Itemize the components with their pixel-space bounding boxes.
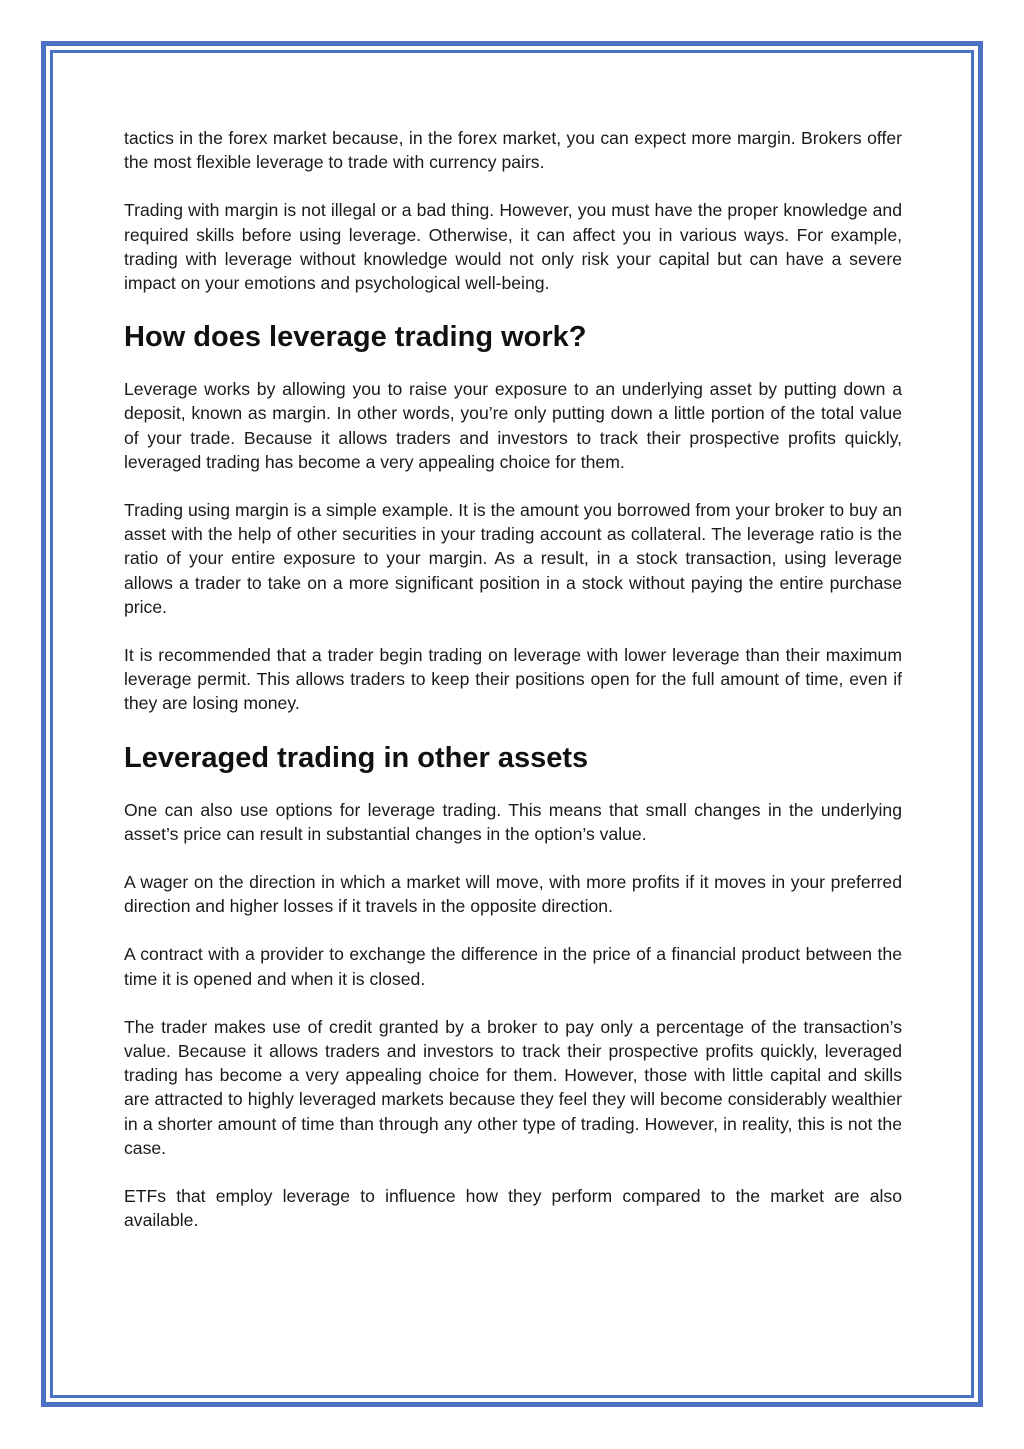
- paragraph: Leverage works by allowing you to raise your exposure to an underlying asset by putting down a deposit, known as margin. In other words, you’re only putting down a little portion of the total value of your trade. Because it allows traders and investors to track their prospective profits quickly, leveraged trading has become a very appealing choice for them.: [124, 379, 902, 472]
- section-heading: Leveraged trading in other assets: [124, 741, 589, 774]
- paragraph: A wager on the direction in which a market will move, with more profits if it moves in your preferred direction and higher losses if it travels in the opposite direction.: [124, 872, 902, 917]
- paragraph: Trading using margin is a simple example. It is the amount you borrowed from your broker to buy an asset with the help of other securities in your trading account as collateral. The leverage ratio is the ratio of your entire exposure to your margin. As a result, in a stock transaction, using leverage allows a trader to take on a more significant position in a stock without paying the entire purchase price.: [124, 500, 902, 617]
- paragraph: It is recommended that a trader begin trading on leverage with lower leverage than their maximum leverage permit. This allows traders to keep their positions open for the full amount of time, even if they are losing money.: [124, 645, 902, 714]
- section-heading: How does leverage trading work?: [124, 321, 587, 354]
- document-body: [124, 126, 902, 1257]
- paragraph: ETFs that employ leverage to influence how they perform compared to the market are also available.: [124, 1186, 902, 1231]
- paragraph: Trading with margin is not illegal or a bad thing. However, you must have the proper knowledge and required skills before using leverage. Otherwise, it can affect you in various ways. For example, trading with leverage without knowledge would not only risk your capital but can have a severe impact on your emotions and psychological well-being.: [124, 200, 902, 294]
- paragraph: A contract with a provider to exchange the difference in the price of a financial product between the time it is opened and when it is closed.: [124, 944, 902, 989]
- paragraph: tactics in the forex market because, in the forex market, you can expect more margin. Brokers offer the most flexible leverage to trade with currency pairs.: [124, 128, 902, 173]
- paragraph: The trader makes use of credit granted by a broker to pay only a percentage of the transaction’s value. Because it allows traders and investors to track their prospective profits quickly, leveraged trading has become a very appealing choice for them. However, those with little capital and skills are attracted to highly leveraged markets because they feel they will become considerably wealthier in a shorter amount of time than through any other type of trading. However, in reality, this is not the case.: [124, 1016, 902, 1158]
- paragraph: One can also use options for leverage trading. This means that small changes in the underlying asset’s price can result in substantial changes in the option’s value.: [124, 799, 902, 844]
